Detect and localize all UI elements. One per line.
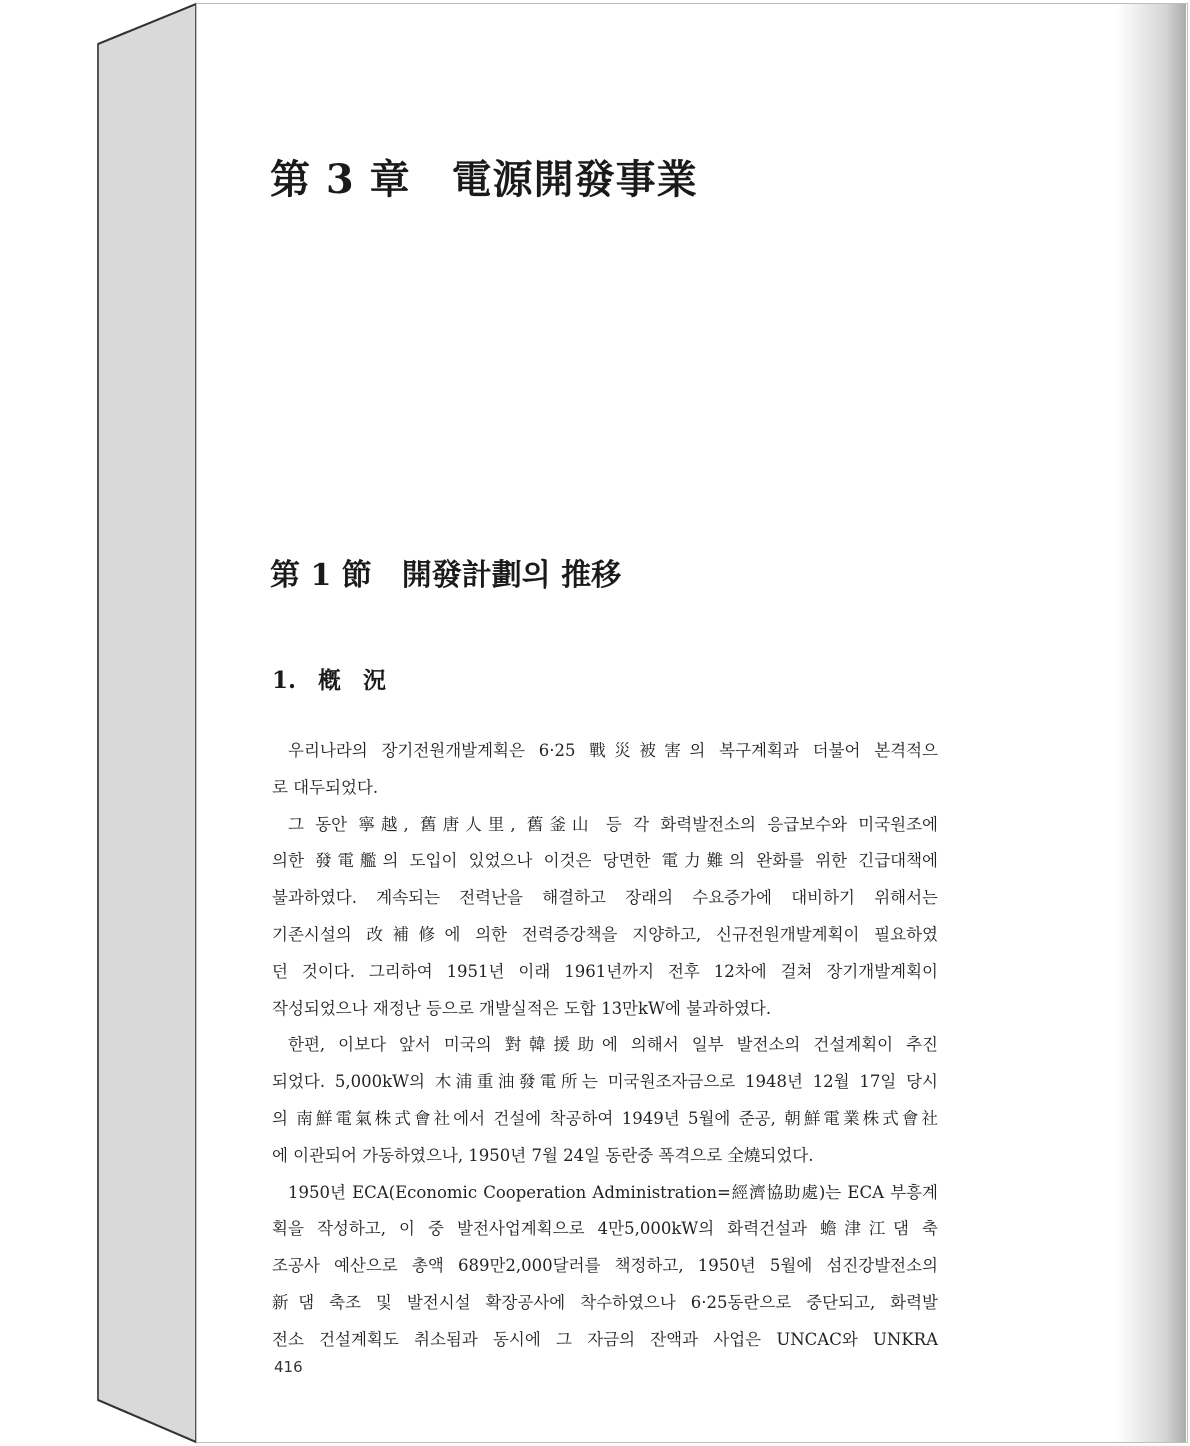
text-line: 우리나라의 장기전원개발계획은 6·25 戰災被害의 복구계획과 더불어 본격적으	[288, 741, 938, 760]
chapter-title: 第 3 章 電源開發事業	[270, 156, 698, 203]
section-title: 第 1 節 開發計劃의 推移	[270, 558, 622, 593]
subsection-title: 1. 槪 況	[272, 667, 387, 694]
text-line: 한편, 이보다 앞서 미국의 對韓援助에 의해서 일부 발전소의 건설계획이 추진	[288, 1035, 938, 1055]
text-line: 되었다. 5,000kW의 木浦重油發電所는 미국원조자금으로 1948년 12월 17일 당시	[272, 1072, 938, 1092]
text-line: 기존시설의 改補修에 의한 전력증강책을 지양하고, 신규전원개발계획이 필요하였	[272, 924, 938, 944]
body-text	[272, 733, 938, 1359]
text-line: 작성되었으나 재정난 등으로 개발실적은 도합 13만kW에 불과하였다.	[272, 998, 772, 1018]
text-line: 1950년 ECA(Economic Cooperation Administration=經濟協助處)는 ECA 부흥계	[288, 1182, 938, 1202]
page-gutter-shadow	[1116, 4, 1186, 1442]
text-line: 전소 건설계획도 취소됨과 동시에 그 자금의 잔액과 사업은 UNCAC와 UNKRA	[272, 1329, 938, 1349]
text-line: 新댐 축조 및 발전시설 확장공사에 착수하였으나 6·25동란으로 중단되고, 화력발	[272, 1292, 938, 1312]
text-line: 의 南鮮電氣株式會社에서 건설에 착공하여 1949년 5월에 준공, 朝鮮電業株式會社	[272, 1108, 938, 1128]
page-number: 416	[274, 1358, 303, 1376]
text-line: 불과하였다. 계속되는 전력난을 해결하고 장래의 수요증가에 대비하기 위해서는	[272, 888, 938, 908]
text-line: 그 동안 寧越, 舊唐人里, 舊釜山 등 각 화력발전소의 응급보수와 미국원조에	[288, 814, 938, 834]
text-line: 조공사 예산으로 총액 689만2,000달러를 책정하고, 1950년 5월에 섬진강발전소의	[272, 1256, 938, 1276]
text-line: 의한 發電艦의 도입이 있었으나 이것은 당면한 電力難의 완화를 위한 긴급대책에	[272, 851, 938, 871]
book-side-edge	[0, 0, 200, 1446]
text-line: 던 것이다. 그리하여 1951년 이래 1961년까지 전후 12차에 걸쳐 장기개발계획이	[272, 961, 938, 981]
text-line: 에 이관되어 가동하였으나, 1950년 7월 24일 동란중 폭격으로 全燒되었다.	[272, 1145, 814, 1165]
text-line: 획을 작성하고, 이 중 발전사업계획으로 4만5,000kW의 화력건설과 蟾津江댐 축	[272, 1219, 938, 1239]
text-line: 로 대두되었다.	[272, 777, 379, 797]
